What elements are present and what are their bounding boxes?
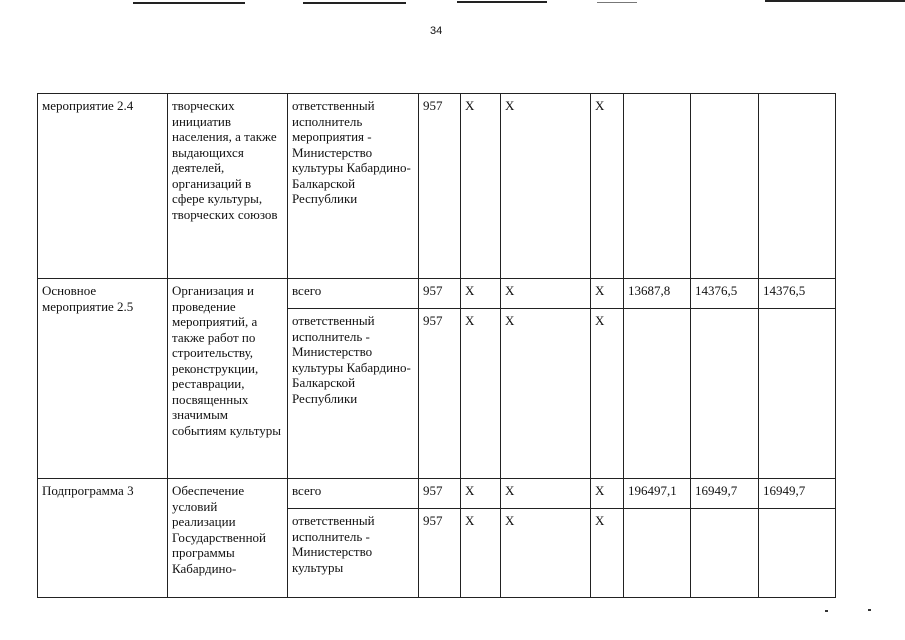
cell-x: X xyxy=(591,479,624,509)
cell-x: X xyxy=(461,94,501,279)
cell-code: 957 xyxy=(419,309,461,479)
cell-value xyxy=(759,94,836,279)
cell-name: Основное мероприятие 2.5 xyxy=(38,279,168,479)
cell-executor: ответственный исполнитель - Министерство культуры Кабардино-Балкарской Республики xyxy=(288,309,419,479)
scan-line xyxy=(765,0,905,2)
table-row xyxy=(38,94,836,279)
cell-value xyxy=(691,509,759,598)
cell-value: 196497,1 xyxy=(624,479,691,509)
cell-x: X xyxy=(501,94,591,279)
cell-value xyxy=(624,309,691,479)
cell-description: Обеспечение условий реализации Государственной программы Кабардино- xyxy=(168,479,288,598)
cell-value: 13687,8 xyxy=(624,279,691,309)
cell-x: X xyxy=(591,309,624,479)
cell-code: 957 xyxy=(419,509,461,598)
scan-speck xyxy=(868,609,871,611)
scan-line xyxy=(597,2,637,3)
cell-x: X xyxy=(501,279,591,309)
cell-code: 957 xyxy=(419,94,461,279)
cell-x: X xyxy=(591,94,624,279)
cell-value xyxy=(624,509,691,598)
cell-description: творческих инициатив населения, а также выдающихся деятелей, организаций в сфере культуры, творческих союзов xyxy=(168,94,288,279)
cell-name: мероприятие 2.4 xyxy=(38,94,168,279)
cell-x: X xyxy=(591,279,624,309)
table-row xyxy=(38,279,836,309)
cell-name: Подпрограмма 3 xyxy=(38,479,168,598)
scan-line xyxy=(133,2,245,4)
cell-executor: всего xyxy=(288,279,419,309)
cell-x: X xyxy=(461,309,501,479)
cell-x: X xyxy=(461,509,501,598)
cell-executor: ответственный исполнитель - Министерство культуры xyxy=(288,509,419,598)
cell-x: X xyxy=(501,309,591,479)
cell-code: 957 xyxy=(419,479,461,509)
cell-value: 16949,7 xyxy=(759,479,836,509)
cell-x: X xyxy=(461,479,501,509)
cell-x: X xyxy=(501,479,591,509)
cell-value xyxy=(691,309,759,479)
cell-value: 16949,7 xyxy=(691,479,759,509)
cell-value xyxy=(759,309,836,479)
cell-value: 14376,5 xyxy=(691,279,759,309)
cell-value: 14376,5 xyxy=(759,279,836,309)
cell-value xyxy=(624,94,691,279)
cell-x: X xyxy=(591,509,624,598)
cell-executor: ответственный исполнитель мероприятия - Министерство культуры Кабардино-Балкарской Республики xyxy=(288,94,419,279)
cell-x: X xyxy=(501,509,591,598)
cell-code: 957 xyxy=(419,279,461,309)
scan-line xyxy=(457,1,547,3)
scan-speck xyxy=(825,610,828,612)
page-number: 34 xyxy=(430,25,443,37)
cell-x: X xyxy=(461,279,501,309)
cell-executor: всего xyxy=(288,479,419,509)
scan-line xyxy=(303,2,406,4)
cell-value xyxy=(691,94,759,279)
cell-description: Организация и проведение мероприятий, а также работ по строительству, реконструкции, реставрации, посвященных значимым событиям культуры xyxy=(168,279,288,479)
cell-value xyxy=(759,509,836,598)
program-table xyxy=(37,93,836,598)
table-row xyxy=(38,479,836,509)
